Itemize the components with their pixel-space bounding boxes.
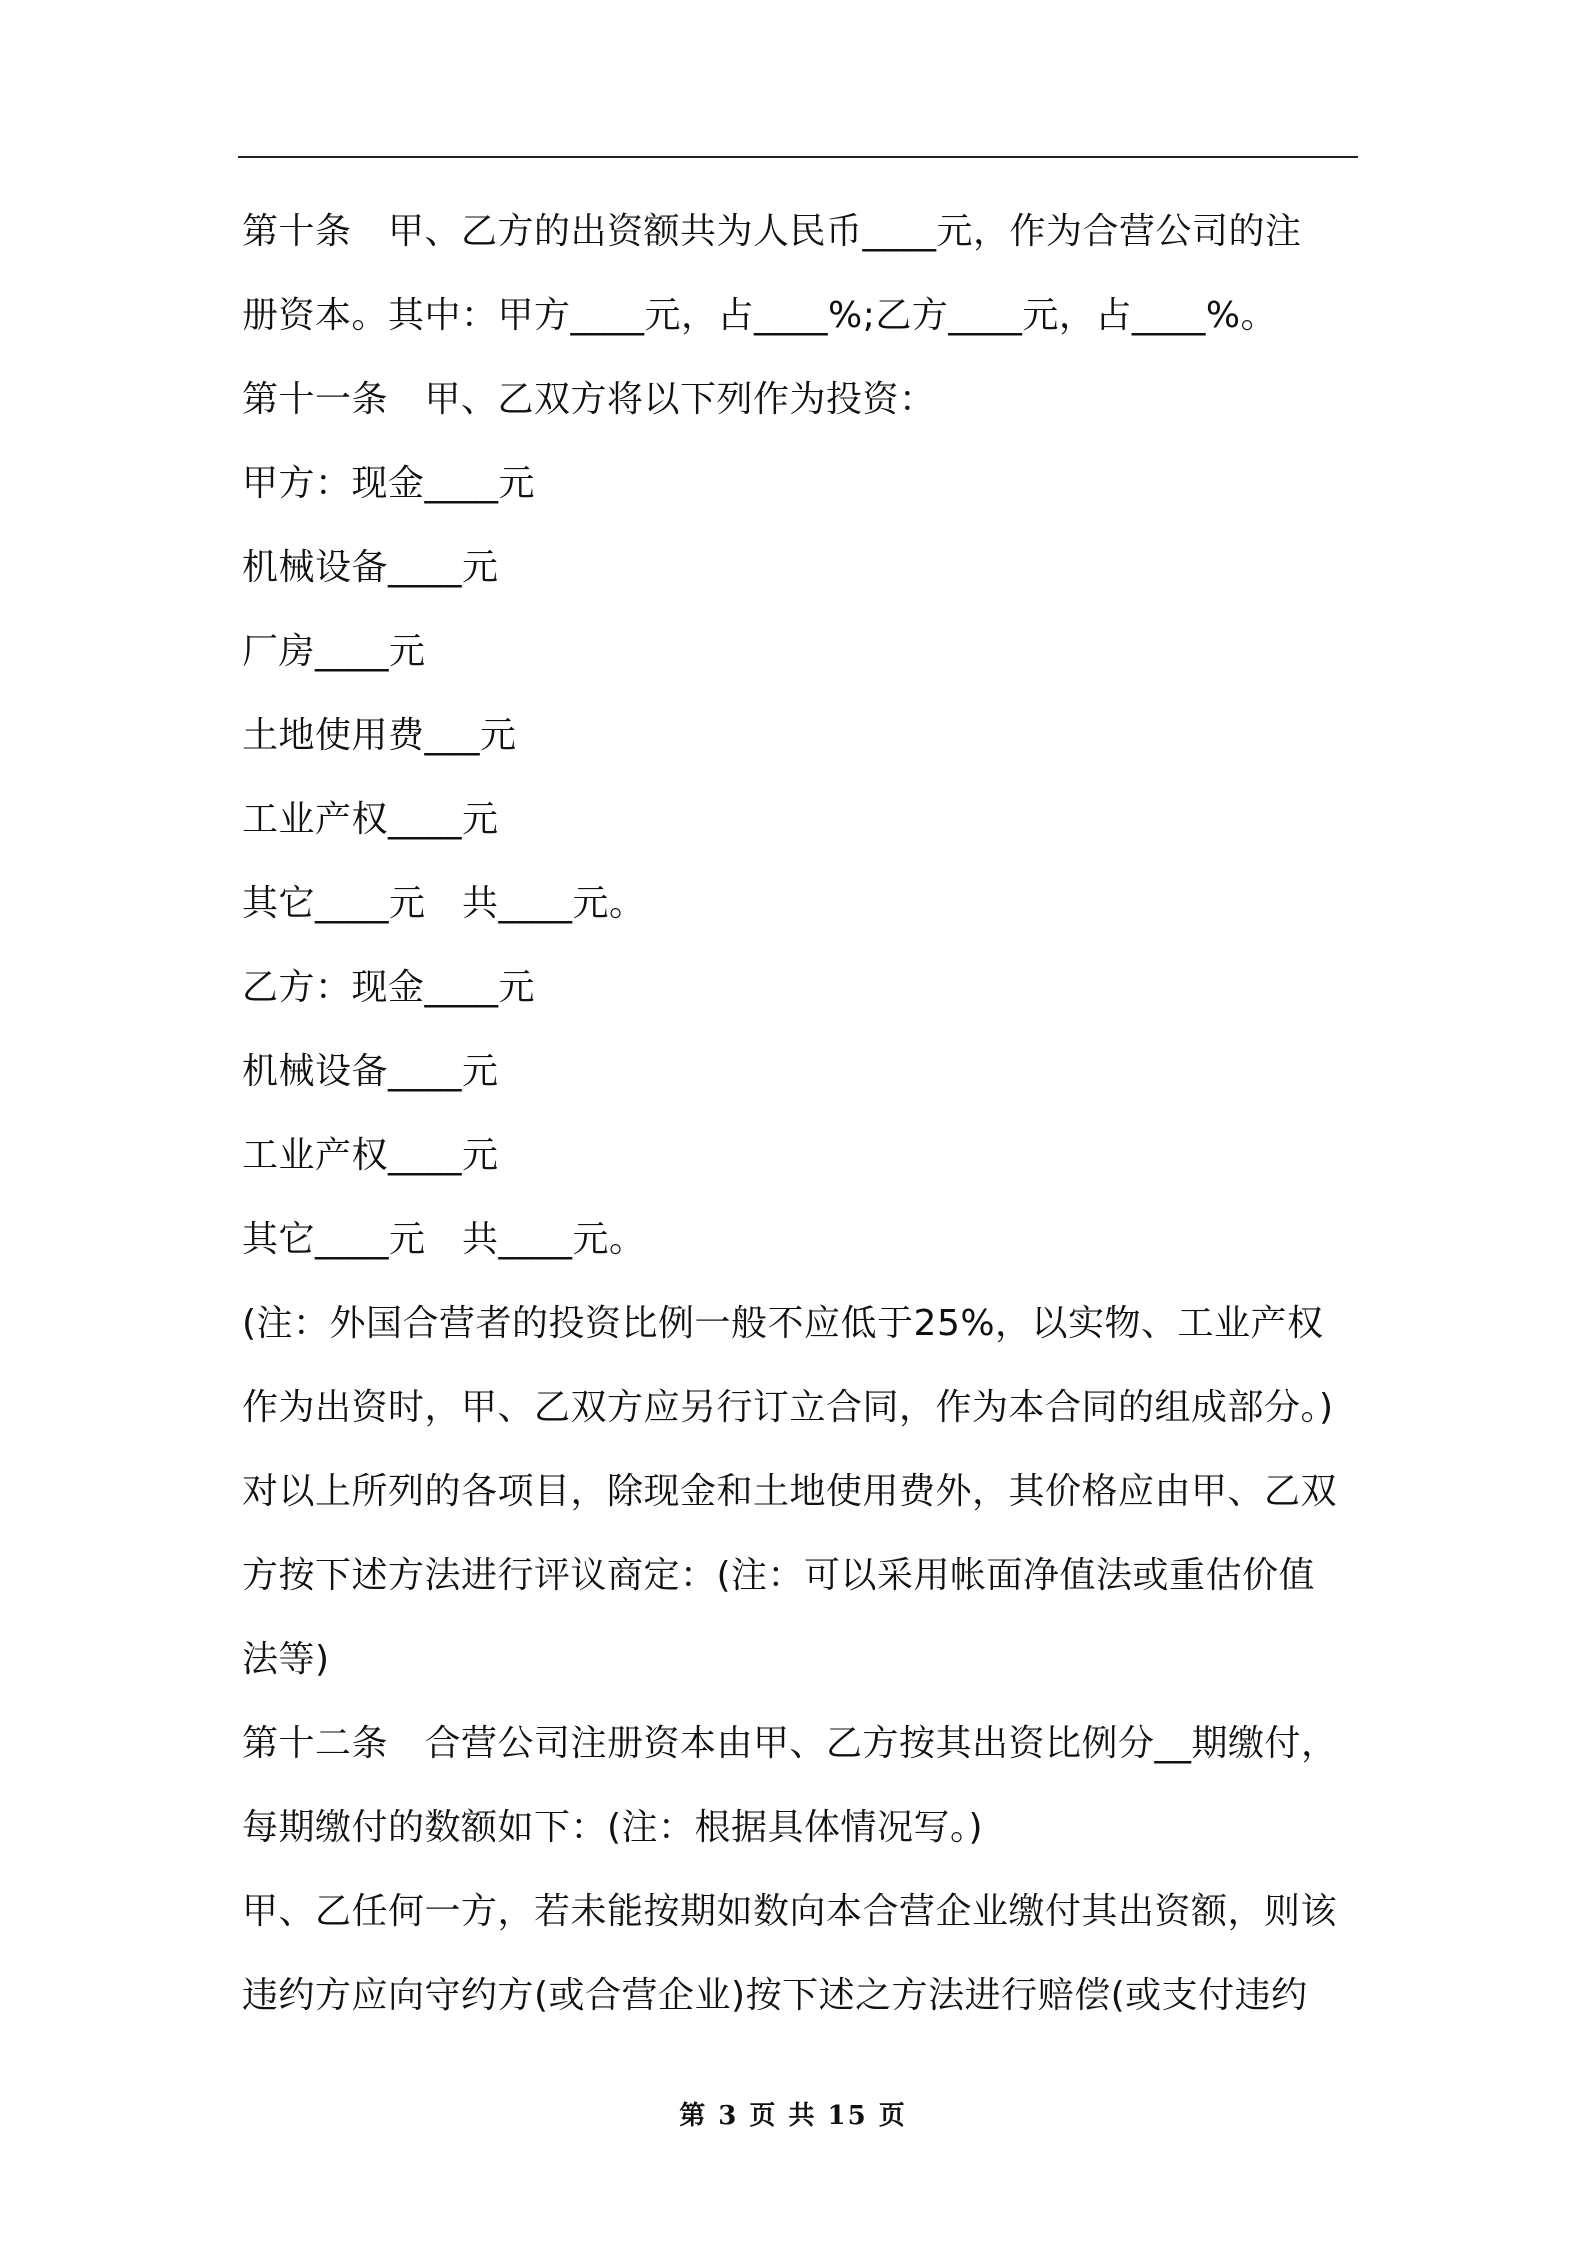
- text-line: 乙方：现金____元: [242, 967, 536, 1008]
- text-line: 工业产权____元: [242, 799, 499, 840]
- text-line: 法等): [242, 1639, 330, 1680]
- text-line: (注：外国合营者的投资比例一般不应低于25%，以实物、工业产权: [242, 1303, 1324, 1344]
- text-line: 作为出资时，甲、乙双方应另行订立合同，作为本合同的组成部分。): [242, 1387, 1334, 1428]
- text-line: 机械设备____元: [242, 1051, 499, 1092]
- text-line: 厂房____元: [242, 631, 426, 672]
- text-line: 对以上所列的各项目，除现金和土地使用费外，其价格应由甲、乙双: [242, 1471, 1338, 1512]
- text-line: 第十二条 合营公司注册资本由甲、乙方按其出资比例分__期缴付，: [242, 1723, 1338, 1764]
- text-line: 册资本。其中：甲方____元，占____%;乙方____元，占____%。: [242, 295, 1278, 336]
- text-line: 每期缴付的数额如下：(注：根据具体情况写。): [242, 1807, 984, 1848]
- text-line: 甲、乙任何一方，若未能按期如数向本合营企业缴付其出资额，则该: [242, 1891, 1338, 1932]
- text-line: 第十一条 甲、乙双方将以下列作为投资：: [242, 379, 936, 420]
- text-line: 其它____元 共____元。: [242, 883, 646, 924]
- text-line: 土地使用费___元: [242, 715, 517, 756]
- text-line: 方按下述方法进行评议商定：(注：可以采用帐面净值法或重估价值: [242, 1555, 1316, 1596]
- contract-body: [242, 190, 1362, 2038]
- text-line: 第十条 甲、乙方的出资额共为人民币____元，作为合营公司的注: [242, 211, 1302, 252]
- text-line: 工业产权____元: [242, 1135, 499, 1176]
- text-line: 甲方：现金____元: [242, 463, 536, 504]
- header-rule: [238, 156, 1358, 158]
- text-line: 机械设备____元: [242, 547, 499, 588]
- page-number-footer: 第 3 页 共 15 页: [679, 2101, 907, 2131]
- text-line: 其它____元 共____元。: [242, 1219, 646, 1260]
- text-line: 违约方应向守约方(或合营企业)按下述之方法进行赔偿(或支付违约: [242, 1975, 1308, 2016]
